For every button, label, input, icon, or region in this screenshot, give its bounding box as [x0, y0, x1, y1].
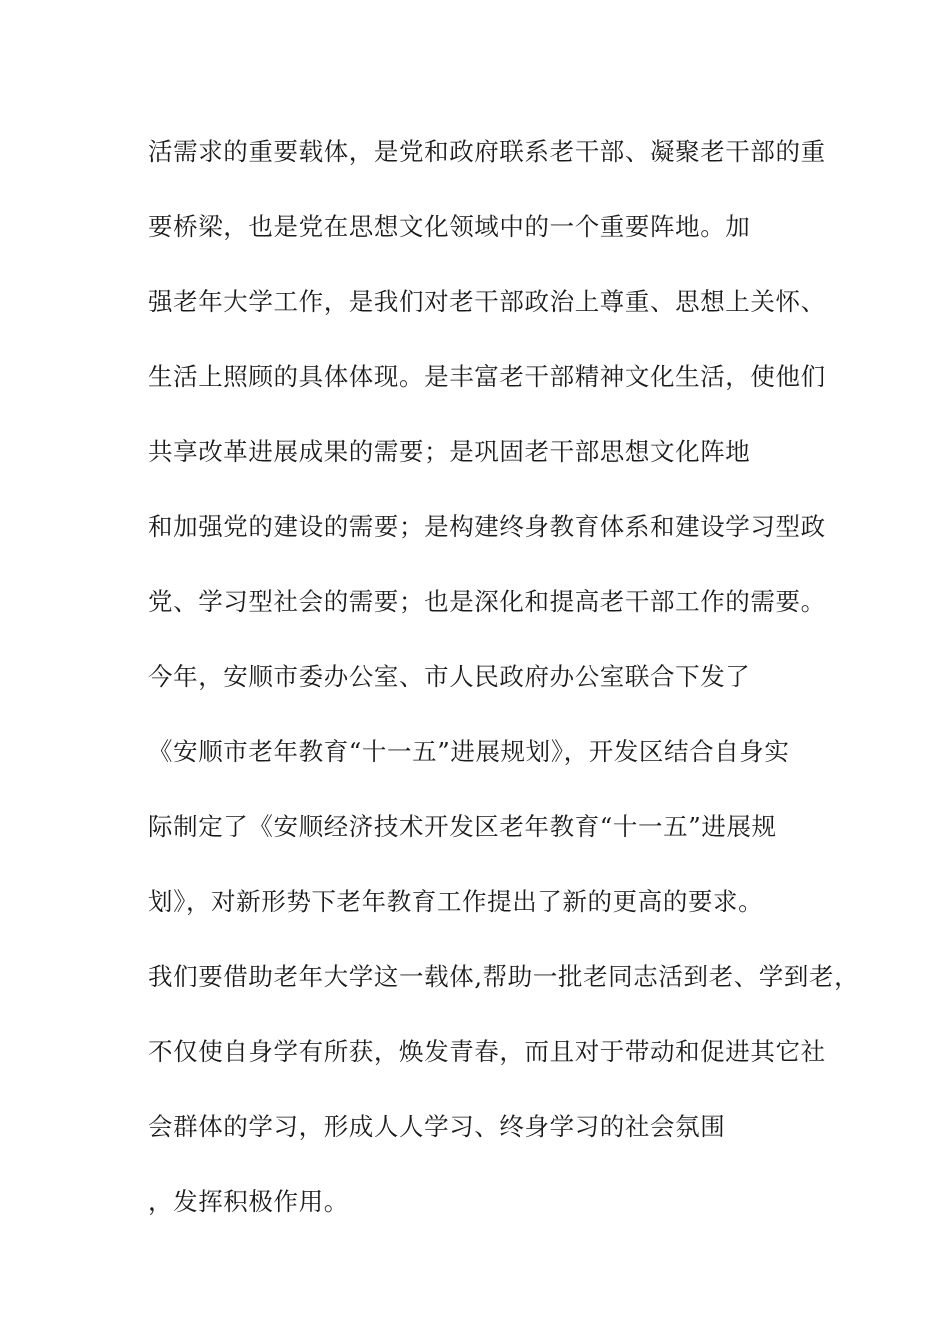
text-line-4: 生活上照顾的具体体现。是丰富老干部精神文化生活，使他们 — [148, 362, 826, 391]
text-line-2: 要桥梁，也是党在思想文化领域中的一个重要阵地。加 — [148, 212, 751, 241]
text-line-3: 强老年大学工作，是我们对老干部政治上尊重、思想上关怀、 — [148, 287, 826, 316]
text-line-6: 和加强党的建设的需要；是构建终身教育体系和建设学习型政 — [148, 512, 826, 541]
text-line-9: 《安顺市老年教育“十一五”进展规划》，开发区结合自身实 — [148, 737, 790, 766]
text-line-8: 今年，安顺市委办公室、市人民政府办公室联合下发了 — [148, 662, 751, 691]
text-line-11: 划》，对新形势下老年教育工作提出了新的更高的要求。 — [148, 887, 764, 916]
text-line-1: 活需求的重要载体，是党和政府联系老干部、凝聚老干部的重 — [148, 137, 826, 166]
text-line-12: 我们要借助老年大学这一载体,帮助一批老同志活到老、学到老， — [148, 962, 860, 991]
text-line-7: 党、学习型社会的需要；也是深化和提高老干部工作的需要。 — [148, 587, 826, 616]
text-line-5: 共享改革进展成果的需要；是巩固老干部思想文化阵地 — [148, 437, 751, 466]
text-line-15: ，发挥积极作用。 — [148, 1187, 349, 1216]
text-line-10: 际制定了《安顺经济技术开发区老年教育“十一五”进展规 — [148, 812, 777, 841]
text-line-14: 会群体的学习，形成人人学习、终身学习的社会氛围 — [148, 1112, 726, 1141]
text-line-13: 不仅使自身学有所获，焕发青春，而且对于带动和促进其它社 — [148, 1037, 826, 1066]
